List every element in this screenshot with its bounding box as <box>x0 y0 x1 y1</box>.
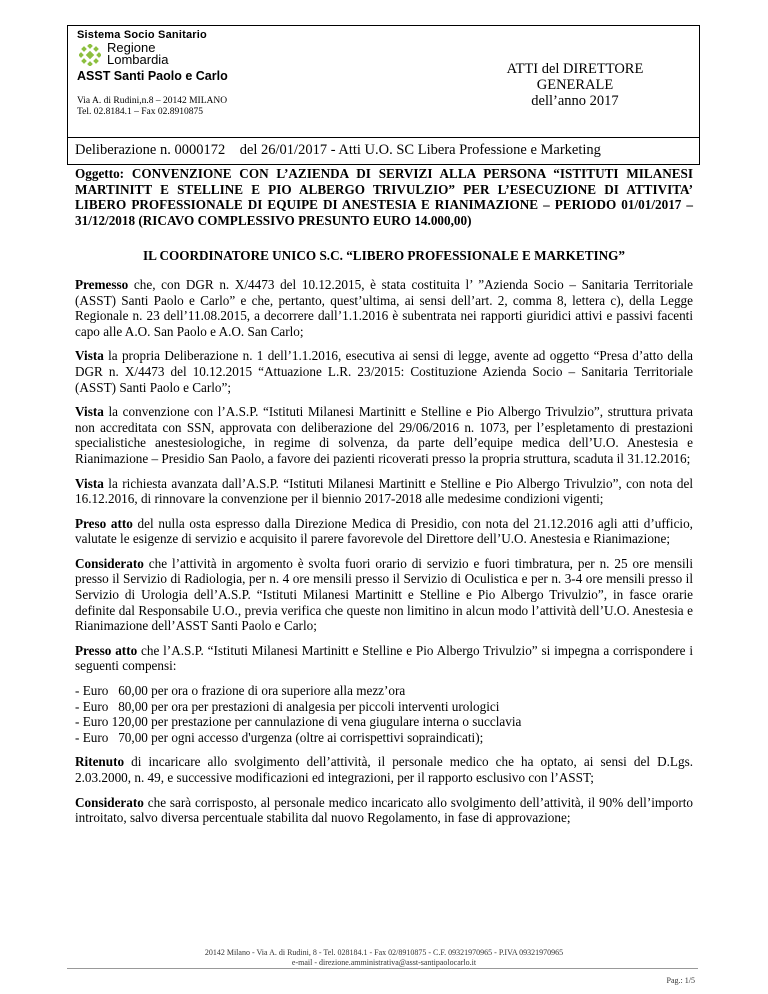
paragraph: Premesso che, con DGR n. X/4473 del 10.12.2015, è stata costituita l’ ”Azienda Socio – Sanitaria Territoriale (ASST) Santi Paolo e Carlo” e che, pertanto, quest’ultima, ai sensi dell’art. 2, comma 8, lettera c), della Legge Regionale n. 23 dell’11.08.2015, a decorrere dall’1.1.2016 è subentrata nei rapporti giuridici attivi e passivi facenti capo alle A.O. San Paolo e A.O. San Carlo; <box>75 276 693 339</box>
footer-divider <box>67 968 698 969</box>
logo-sistema: Sistema Socio Sanitario <box>77 29 207 41</box>
page-number: Pag.: 1/5 <box>666 976 695 985</box>
header-divider <box>68 137 699 138</box>
paragraph: Vista la richiesta avanzata dall’A.S.P. “Istituti Milanesi Martinitt e Stelline e Pio Albergo Trivulzio”, con nota del 16.12.2016, di rinnovare la convenzione per il biennio 2017-2018 alle medesime condizioni vigenti; <box>75 475 693 507</box>
document-body <box>75 166 693 835</box>
logo-asst: ASST Santi Paolo e Carlo <box>77 69 228 83</box>
paragraph: Considerato che sarà corrisposto, al personale medico incaricato allo svolgimento dell’attività, il 90% dell’importo introitato, salvo diversa percentuale stabilita dal nuovo Regolamento, in fase di approvazione; <box>75 794 693 826</box>
paragraph: Vista la propria Deliberazione n. 1 dell’1.1.2016, esecutiva ai sensi di legge, avente ad oggetto “Presa d’atto della DGR n. X/4473 del 10.12.2015 “Attuazione L.R. 23/2015: Costituzione Azienda Socio – Sanitaria Territoriale (ASST) Santi Paolo e Carlo”; <box>75 348 693 395</box>
paragraph: Considerato che l’attività in argomento è svolta fuori orario di servizio e fuori timbratura, per n. 25 ore mensili presso il Servizio di Radiologia, per n. 4 ore mensili presso il Servizio di Oculistica e per n. 3-4 ore mensili presso il Servizio di Urologia dell’A.S.P. “Istituti Milanesi Martinitt e Stelline e Pio Albergo Trivulzio”, in fasce orarie definite dal Responsabile U.O., previa verifica che queste non limitino in alcun modo l’attività dell’U.O. Anestesia e Rianimazione dell’ASST Santi Paolo e Carlo; <box>75 555 693 634</box>
deliberazione-line: Deliberazione n. 0000172 del 26/01/2017 - Atti U.O. SC Libera Professione e Marketing <box>75 142 601 158</box>
logo <box>77 29 228 83</box>
paragraph: Preso atto del nulla osta espresso dalla Direzione Medica di Presidio, con nota del 21.12.2016 agli atti d’ufficio, valutate le esigenze di servizio e acquisito il parere favorevole del Direttore dell’U.O. Anestesia e Rianimazione; <box>75 515 693 547</box>
address: Via A. di Rudini,n.8 – 20142 MILANO Tel. 02.8184.1 – Fax 02.8910875 <box>77 96 228 117</box>
paragraph: Presso atto che l’A.S.P. “Istituti Milanesi Martinitt e Stelline e Pio Albergo Trivulzio” si impegna a corrispondere i seguenti compensi: <box>75 642 693 674</box>
oggetto: Oggetto: CONVENZIONE CON L’AZIENDA DI SERVIZI ALLA PERSONA “ISTITUTI MILANESI MARTINITT E STELLINE E PIO ALBERGO TRIVULZIO” PER L’ESECUZIONE DI ATTIVITA’ LIBERO PROFESSIONALE DI EQUIPE DI ANESTESIA E RIANIMAZIONE – PERIODO 01/01/2017 – 31/12/2018 (RICAVO COMPLESSIVO PRESUNTO EURO 14.000,00) <box>75 166 693 228</box>
compensi-list <box>75 683 693 745</box>
logo-regione-text: Regione Lombardia <box>107 40 169 67</box>
list-item: - Euro 60,00 per ora o frazione di ora superiore alla mezz’ora <box>75 683 406 699</box>
footer: 20142 Milano - Via A. di Rudini, 8 - Tel. 028184.1 - Fax 02/8910875 - C.F. 09321970965 - P.IVA 09321970965 e-mail - direzione.amministrativa@asst-santipaolocarlo.it <box>204 948 564 967</box>
paragraph: Ritenuto di incaricare allo svolgimento dell’attività, il personale medico che ha optato, ai sensi del D.Lgs. 2.03.2000, n. 49, e successive modificazioni ed integrazioni, per il rapporto esclusivo con l’ASST; <box>75 754 693 785</box>
regione-lombardia-logo-icon <box>79 44 101 66</box>
list-item: - Euro 120,00 per prestazione per cannulazione di vena giugulare interna o succlavia <box>75 714 522 730</box>
list-item: - Euro 70,00 per ogni accesso d'urgenza (oltre ai corrispettivi sopraindicati); <box>75 729 484 745</box>
coordinatore-title: IL COORDINATORE UNICO S.C. “LIBERO PROFESSIONALE E MARKETING” <box>142 248 626 264</box>
list-item: - Euro 80,00 per ora per prestazioni di analgesia per piccoli interventi urologici <box>75 698 500 714</box>
atti-header: ATTI del DIRETTORE GENERALE dell’anno 2017 <box>506 61 644 109</box>
paragraph: Vista la convenzione con l’A.S.P. “Istituti Milanesi Martinitt e Stelline e Pio Albergo Trivulzio”, struttura privata non accreditata con SSN, approvata con deliberazione del 29/06/2016 n. 1073, per l’espletamento di prestazioni specialistiche anestesiologiche, in regime di solvenza, da parte dell’equipe medica dell’U.O. Anestesia e Rianimazione – Presidio San Paolo, a favore dei pazienti ricoverati presso la propria struttura, scaduta il 31.12.2016; <box>75 404 693 466</box>
